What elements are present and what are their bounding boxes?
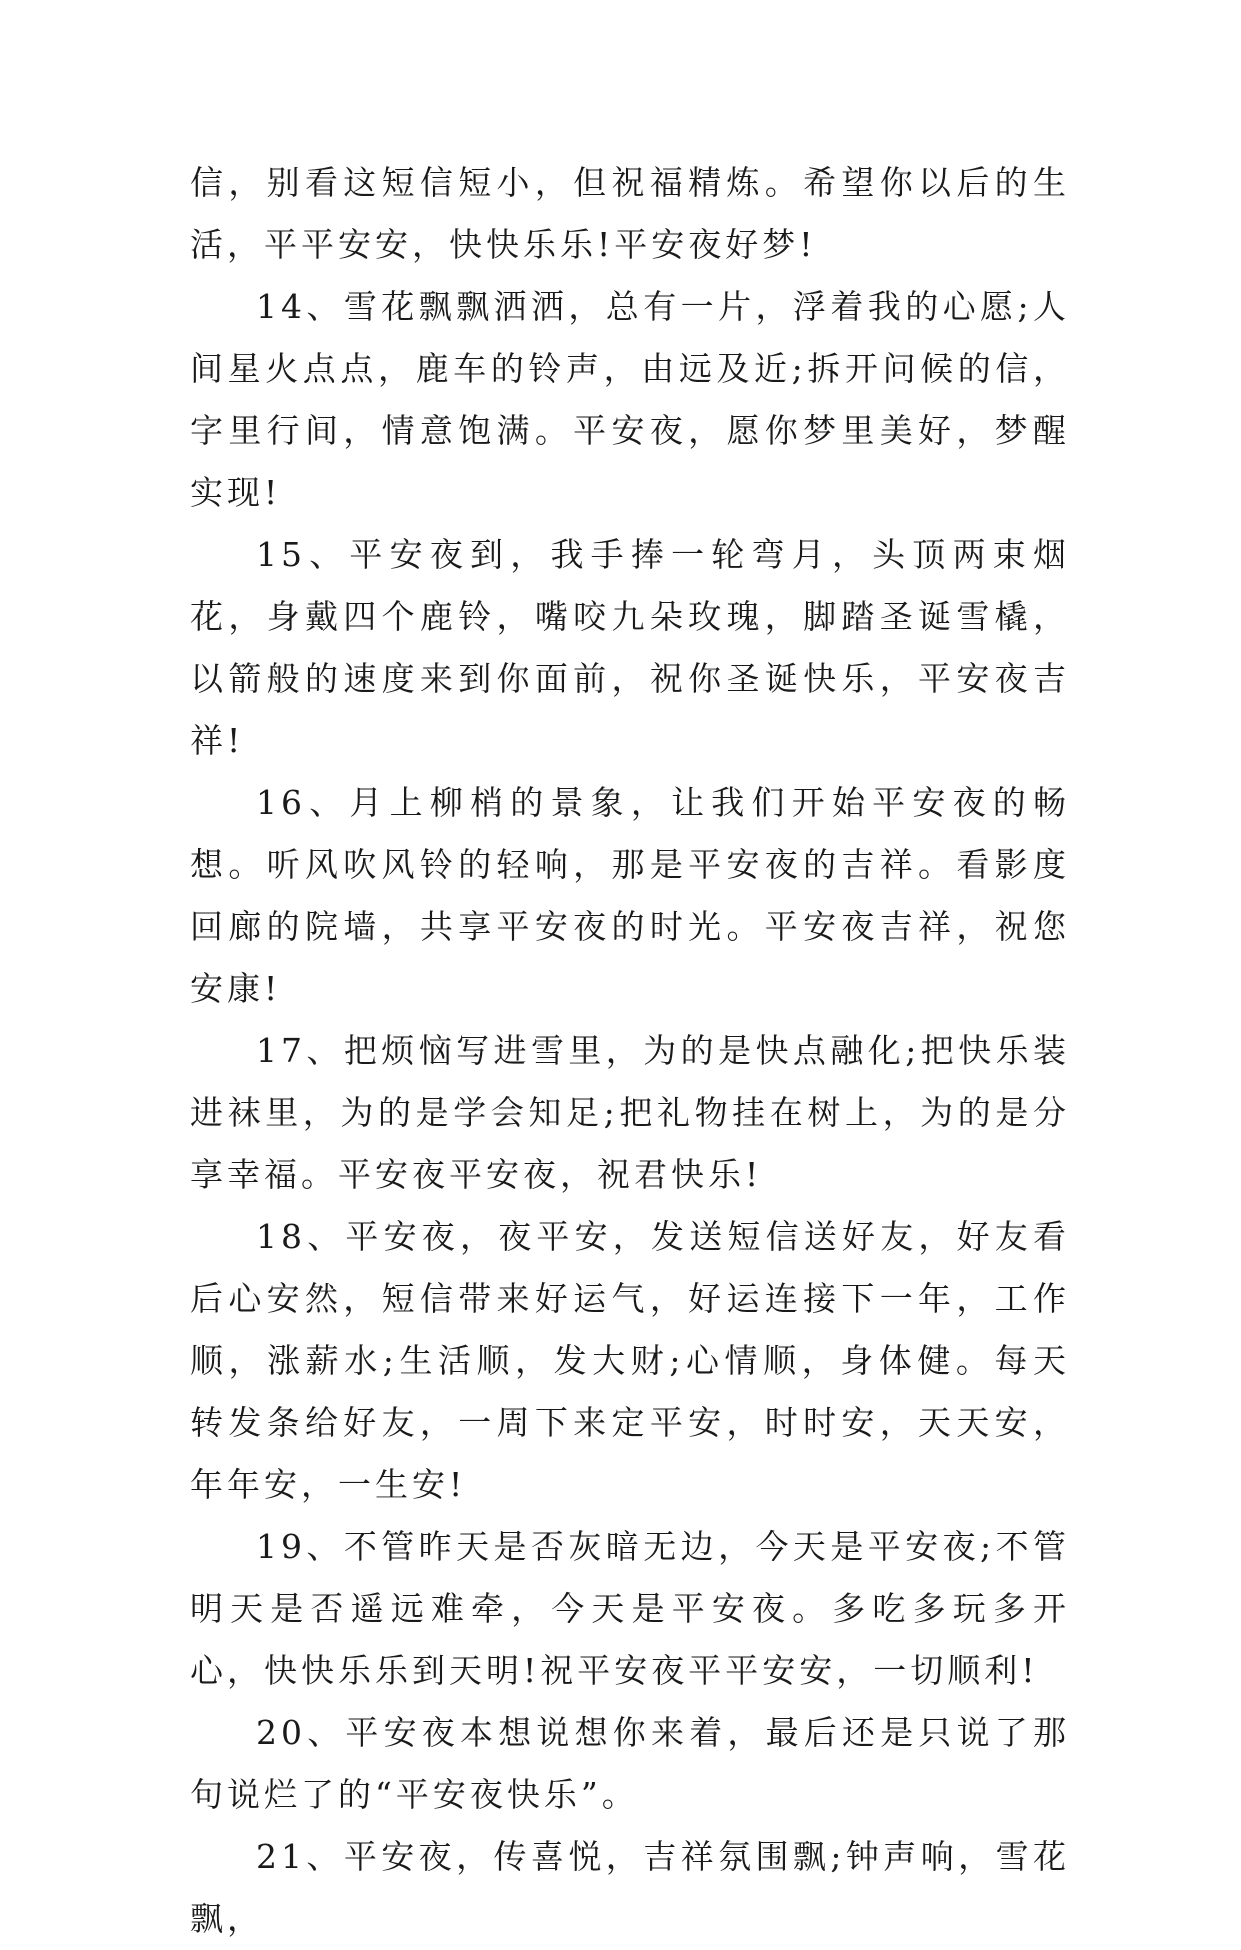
paragraph-continued: 信，别看这短信短小，但祝福精炼。希望你以后的生活，平平安安，快快乐乐!平安夜好梦! bbox=[190, 163, 1070, 264]
paragraph-20: 20、平安夜本想说想你来着，最后还是只说了那句说烂了的“平安夜快乐”。 bbox=[190, 1713, 1070, 1814]
paragraph-14: 14、雪花飘飘洒洒，总有一片，浮着我的心愿;人间星火点点，鹿车的铃声，由远及近;拆开问候的信，字里行间，情意饱满。平安夜，愿你梦里美好，梦醒实现! bbox=[190, 287, 1070, 512]
paragraph-15: 15、平安夜到，我手捧一轮弯月，头顶两束烟花，身戴四个鹿铃，嘴咬九朵玫瑰，脚踏圣诞雪橇，以箭般的速度来到你面前，祝你圣诞快乐，平安夜吉祥! bbox=[190, 535, 1070, 760]
paragraph-17: 17、把烦恼写进雪里，为的是快点融化;把快乐装进袜里，为的是学会知足;把礼物挂在树上，为的是分享幸福。平安夜平安夜，祝君快乐! bbox=[190, 1031, 1070, 1194]
paragraph-21: 21、平安夜，传喜悦，吉祥氛围飘;钟声响，雪花飘， bbox=[190, 1837, 1070, 1938]
paragraph-18: 18、平安夜，夜平安，发送短信送好友，好友看后心安然，短信带来好运气，好运连接下一年，工作顺，涨薪水;生活顺，发大财;心情顺，身体健。每天转发条给好友，一周下来定平安，时时安，天天安，年年安，一生安! bbox=[190, 1217, 1070, 1504]
paragraph-19: 19、不管昨天是否灰暗无边，今天是平安夜;不管明天是否遥远难牵，今天是平安夜。多吃多玩多开心，快快乐乐到天明!祝平安夜平平安安，一切顺利! bbox=[190, 1527, 1070, 1690]
document-body bbox=[190, 152, 1070, 1950]
paragraph-16: 16、月上柳梢的景象，让我们开始平安夜的畅想。听风吹风铃的轻响，那是平安夜的吉祥。看影度回廊的院墙，共享平安夜的时光。平安夜吉祥，祝您安康! bbox=[190, 783, 1070, 1008]
